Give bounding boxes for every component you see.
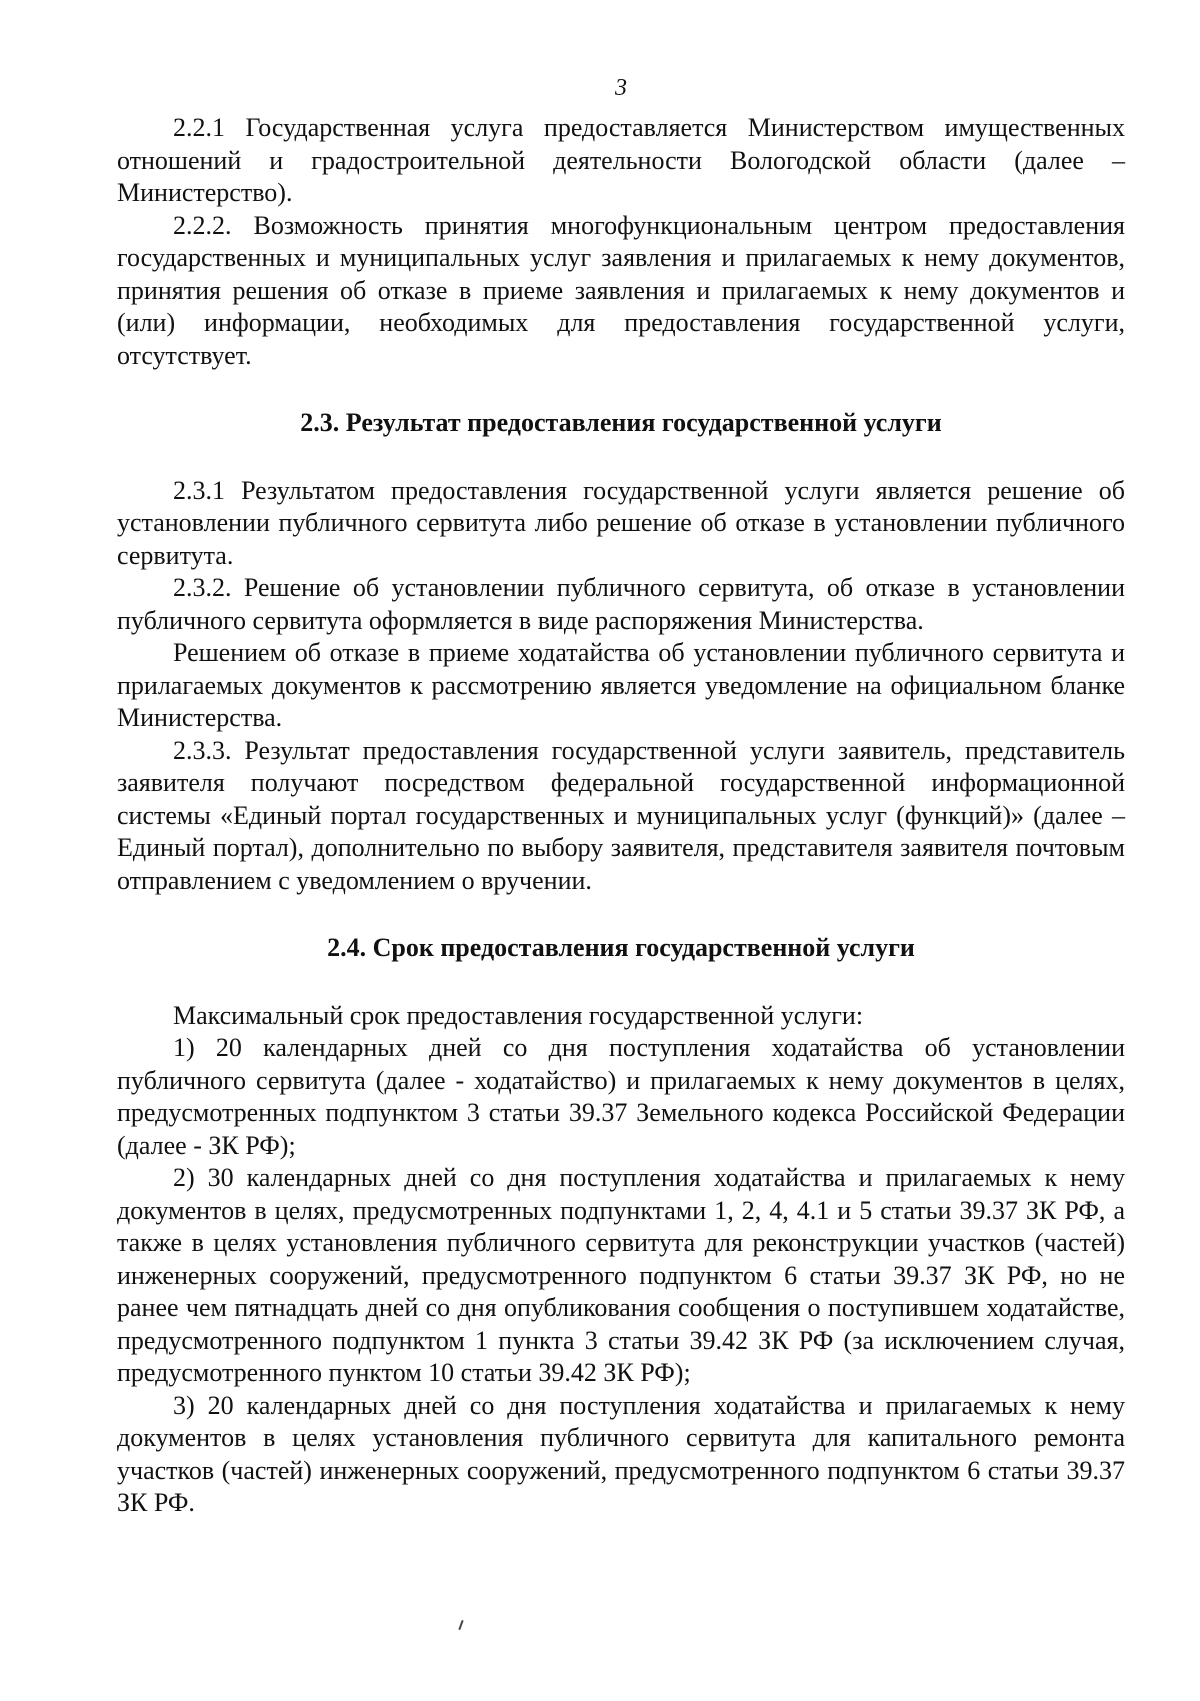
paragraph-2-3-1: 2.3.1 Результатом предоставления государственной услуги является решение об установлении публичного сервитута либо решение об отказе в установлении публичного сервитута.	[117, 475, 1125, 570]
scan-mark	[458, 1620, 463, 1630]
list-item-3: 3) 20 календарных дней со дня поступления ходатайства и прилагаемых к нему документов в целях установления публичного сервитута для капитального ремонта участков (частей) инженерных сооружений, предусмотренного подпунктом 6 статьи 39.37 ЗК РФ.	[117, 1390, 1125, 1517]
paragraph-2-3-2: 2.3.2. Решение об установлении публичного сервитута, об отказе в установлении публичного сервитута оформляется в виде распоряжения Министерства.	[117, 573, 1125, 635]
list-item-1: 1) 20 календарных дней со дня поступления ходатайства об установлении публичного сервитута (далее - ходатайство) и прилагаемых к нему документов в целях, предусмотренных подпунктом 3 статьи 39.37 Земельного кодекса Российской Федерации (далее - ЗК РФ);	[117, 1033, 1125, 1160]
paragraph-2-2-2: 2.2.2. Возможность принятия многофункциональным центром предоставления государственных и муниципальных услуг заявления и прилагаемых к нему документов, принятия решения об отказе в приеме заявления и прилагаемых к нему документов и (или) информации, необходимых для предоставления государственной услуги, отсутствует.	[117, 210, 1125, 370]
section-heading-2-4: 2.4. Срок предоставления государственной услуги	[327, 933, 915, 962]
paragraph-2-2-1: 2.2.1 Государственная услуга предоставляется Министерством имущественных отношений и градостроительной деятельности Вологодской области (далее – Министерство).	[117, 113, 1125, 207]
section-heading-2-3: 2.3. Результат предоставления государственной услуги	[300, 408, 942, 437]
paragraph-max-term: Максимальный срок предоставления государственной услуги:	[173, 1000, 864, 1030]
paragraph-2-3-3: 2.3.3. Результат предоставления государственной услуги заявитель, представитель заявителя получают посредством федеральной государственной информационной системы «Единый портал государственных и муниципальных услуг (функций)» (далее – Единый портал), дополнительно по выбору заявителя, представителя заявителя почтовым отправлением с уведомлением о вручении.	[117, 735, 1125, 895]
page-number: 3	[615, 75, 627, 101]
paragraph-refusal: Решением об отказе в приеме ходатайства об установлении публичного сервитута и прилагаемых документов к рассмотрению является уведомление на официальном бланке Министерства.	[117, 638, 1125, 732]
list-item-2: 2) 30 календарных дней со дня поступления ходатайства и прилагаемых к нему документов в целях, предусмотренных подпунктами 1, 2, 4, 4.1 и 5 статьи 39.37 ЗК РФ, а также в целях установления публичного сервитута для реконструкции участков (частей) инженерных сооружений, предусмотренного подпунктом 6 статьи 39.37 ЗК РФ, но не ранее чем пятнадцать дней со дня опубликования сообщения о поступившем ходатайстве, предусмотренного подпунктом 1 пункта 3 статьи 39.42 ЗК РФ (за исключением случая, предусмотренного пунктом 10 статьи 39.42 ЗК РФ);	[117, 1163, 1125, 1387]
document-page	[117, 72, 1125, 1520]
